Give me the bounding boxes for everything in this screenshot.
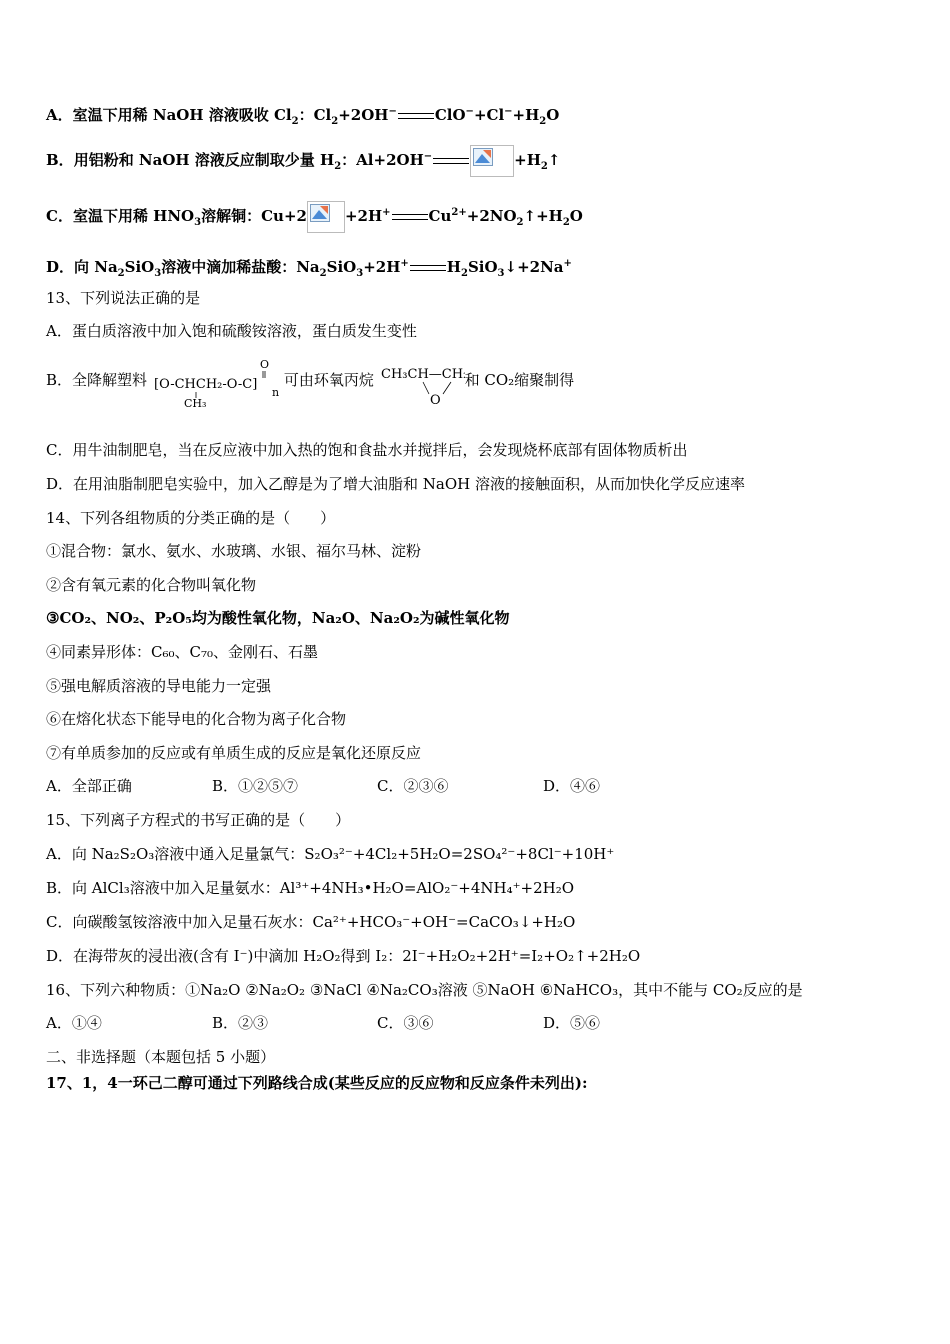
- q14-option-d: D．④⑥: [543, 777, 601, 795]
- sub: 2: [331, 116, 339, 127]
- polymer-n: n: [271, 386, 279, 399]
- sup: +: [563, 258, 572, 269]
- q15-option-b: B．向 AlCl₃溶液中加入足量氨水：Al³⁺+4NH₃•H₂O=AlO₂⁻+4NH₄⁺+2H₂O: [46, 879, 575, 897]
- q13-option-d: D．在用油脂制肥皂实验中，加入乙醇是为了增大油脂和 NaOH 溶液的接触面积，从而加快化学反应速率: [46, 475, 746, 493]
- epoxide-formula: CH₃CH—CH₂: [380, 367, 465, 382]
- sub: 2: [117, 268, 125, 279]
- q14-item-7: ⑦有单质参加的反应或有单质生成的反应是氧化还原反应: [46, 744, 422, 762]
- q14-item-4: ④同素异形体：C₆₀、C₇₀、金刚石、石墨: [46, 643, 319, 661]
- section-heading: 二、非选择题（本题包括 5 小题）: [46, 1048, 276, 1066]
- sup: −: [465, 106, 474, 117]
- sub: 2: [540, 161, 548, 172]
- text: H: [446, 258, 461, 276]
- text: SiO: [124, 258, 155, 276]
- text: +2NO: [466, 207, 517, 225]
- broken-image-icon: [470, 145, 514, 177]
- text: ：Al+2OH: [341, 151, 424, 169]
- sup: −: [388, 106, 397, 117]
- q15-option-c: C．向碳酸氢铵溶液中加入足量石灰水：Ca²⁺+HCO₃⁻+OH⁻=CaCO₃↓+H₂O: [46, 913, 576, 931]
- q15-option-d: D．在海带灰的浸出液(含有 I⁻)中滴加 H₂O₂得到 I₂：2I⁻+H₂O₂+2H⁺=I₂+O₂↑+2H₂O: [46, 947, 641, 965]
- option-label: D．: [46, 258, 75, 276]
- text: SiO: [326, 258, 357, 276]
- sub: 2: [460, 268, 468, 279]
- text: +Cl: [473, 106, 505, 124]
- q13-option-c: C．用牛油制肥皂，当在反应液中加入热的饱和食盐水并搅拌后，会发现烧杯底部有固体物质析出: [46, 441, 688, 459]
- q14-option-a: A．全部正确: [46, 777, 132, 795]
- q14-item-6: ⑥在熔化状态下能导电的化合物为离子化合物: [46, 710, 347, 728]
- q14-title: 14、下列各组物质的分类正确的是（ ）: [46, 509, 336, 527]
- q16-option-b: B．②③: [212, 1014, 269, 1032]
- q14-item-2: ②含有氧元素的化合物叫氧化物: [46, 576, 257, 594]
- text: 和 CO₂缩聚制得: [464, 371, 575, 389]
- sup: 2+: [451, 207, 467, 218]
- sub: 2: [539, 116, 547, 127]
- text: 可由环氧丙烷: [283, 371, 374, 389]
- q14-option-b: B．①②⑤⑦: [212, 777, 299, 795]
- polymer-carbonyl-o: O: [259, 358, 269, 371]
- text: +H: [514, 151, 541, 169]
- epoxide-o: O: [429, 393, 441, 406]
- text: +2OH: [338, 106, 389, 124]
- polymer-ch3: CH₃: [183, 397, 207, 408]
- equals-sign: [392, 214, 428, 220]
- q17-title: 17、1，4一环己二醇可通过下列路线合成(某些反应的反应物和反应条件未列出):: [46, 1074, 588, 1092]
- q12-option-b: [46, 140, 560, 184]
- q12-option-d: [46, 254, 572, 284]
- q13-option-b: [46, 352, 574, 408]
- q13-option-a: A．蛋白质溶液中加入饱和硫酸铵溶液，蛋白质发生变性: [46, 322, 417, 340]
- equals-sign: [398, 113, 434, 119]
- sup: +: [400, 258, 409, 269]
- epoxide-structure: [379, 353, 465, 409]
- sup: −: [504, 106, 513, 117]
- text: SiO: [467, 258, 498, 276]
- text: 室温下用稀 NaOH 溶液吸收 Cl: [72, 106, 292, 124]
- sub: 2: [562, 217, 570, 228]
- sub: 3: [154, 268, 162, 279]
- sub: 3: [497, 268, 505, 279]
- sub: 2: [516, 217, 524, 228]
- broken-image-icon: [307, 201, 345, 233]
- q16-option-d: D．⑤⑥: [543, 1014, 601, 1032]
- text: +H: [512, 106, 540, 124]
- sub: 3: [194, 217, 202, 228]
- text: O: [569, 207, 583, 225]
- text: ClO: [434, 106, 466, 124]
- text: 用铝粉和 NaOH 溶液反应制取少量 H: [73, 151, 335, 169]
- option-label: C．: [46, 207, 73, 225]
- equals-sign: [433, 158, 469, 164]
- text: ↑: [547, 151, 561, 169]
- text: 溶液中滴加稀盐酸：Na: [161, 258, 320, 276]
- q12-option-c: [46, 196, 583, 240]
- option-label: B．全降解塑料: [46, 371, 148, 389]
- text: Cu: [428, 207, 452, 225]
- text: O: [546, 106, 560, 124]
- text: ↓+2Na: [504, 258, 564, 276]
- q16-title: 16、下列六种物质：①Na₂O ②Na₂O₂ ③NaCl ④Na₂CO₃溶液 ⑤NaOH ⑥NaHCO₃，其中不能与 CO₂反应的是: [46, 981, 803, 999]
- q15-title: 15、下列离子方程式的书写正确的是（ ）: [46, 811, 351, 829]
- q14-item-5: ⑤强电解质溶液的导电能力一定强: [46, 677, 272, 695]
- sub: 2: [319, 268, 327, 279]
- sub: 3: [356, 268, 364, 279]
- text: +2H: [363, 258, 401, 276]
- polymer-formula: [O-CHCH₂-O-C]: [153, 377, 258, 392]
- text: ↑+H: [523, 207, 563, 225]
- text: ：Cl: [298, 106, 332, 124]
- q15-option-a: A．向 Na₂S₂O₃溶液中通入足量氯气：S₂O₃²⁻+4Cl₂+5H₂O=2SO₄²⁻+8Cl⁻+10H⁺: [46, 845, 615, 863]
- equals-sign: [410, 265, 446, 271]
- q16-option-a: A．①④: [46, 1014, 102, 1032]
- text: 溶解铜：Cu+2: [201, 207, 307, 225]
- sup: +: [382, 207, 391, 218]
- option-label: B．: [46, 151, 74, 169]
- option-label: A．: [46, 106, 73, 124]
- sub: 2: [334, 161, 342, 172]
- sub: 2: [291, 116, 299, 127]
- q14-item-3: ③CO₂、NO₂、P₂O₅均为酸性氧化物，Na₂O、Na₂O₂为碱性氧化物: [46, 609, 510, 627]
- text: 室温下用稀 HNO: [72, 207, 195, 225]
- text: +2H: [344, 207, 383, 225]
- q14-item-1: ①混合物：氯水、氨水、水玻璃、水银、福尔马林、淀粉: [46, 542, 422, 560]
- q13-title: 13、下列说法正确的是: [46, 289, 201, 307]
- text: 向 Na: [74, 258, 118, 276]
- sup: −: [423, 151, 433, 162]
- q14-option-c: C．②③⑥: [377, 777, 449, 795]
- polymer-structure: [152, 353, 284, 409]
- q12-option-a: [46, 102, 559, 132]
- q16-option-c: C．③⑥: [377, 1014, 434, 1032]
